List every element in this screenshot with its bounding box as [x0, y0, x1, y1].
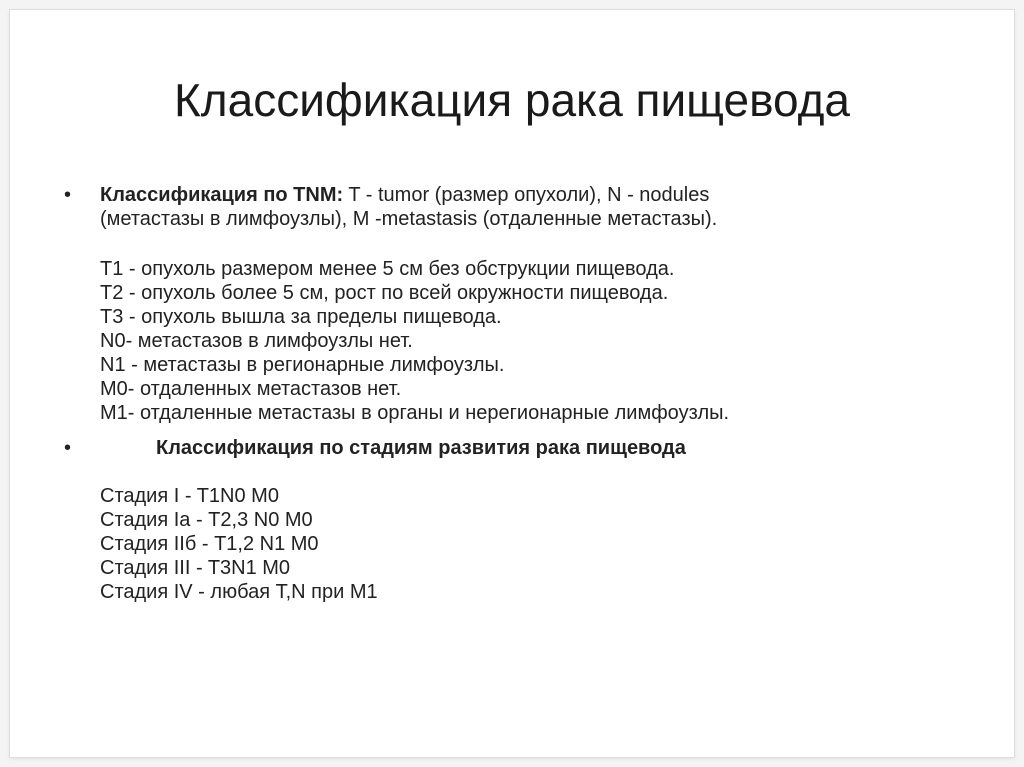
slide-title: Классификация рака пищевода	[173, 74, 850, 126]
tnm-item: N1 - метастазы в регионарные лимфоузлы.	[100, 354, 505, 376]
tnm-intro-line-1	[100, 183, 980, 207]
tnm-item: N0- метастазов в лимфоузлы нет.	[100, 330, 413, 352]
tnm-item: T2 - опухоль более 5 см, рост по всей окружности пищевода.	[100, 282, 669, 304]
stage-item: Стадия IIб - T1,2 N1 M0	[100, 533, 319, 555]
stages-heading: Классификация по стадиям развития рака пищевода	[156, 437, 686, 459]
stage-item: Стадия Iа - T2,3 N0 M0	[100, 509, 313, 531]
bullet-marker: •	[64, 437, 72, 459]
tnm-item: M0- отдаленных метастазов нет.	[100, 378, 402, 400]
bullet-marker: •	[64, 184, 72, 206]
tnm-intro-text-1: T - tumor (размер опухоли), N - nodules	[343, 184, 710, 206]
stage-item: Стадия I - T1N0 M0	[100, 485, 279, 507]
tnm-item-list	[100, 257, 980, 425]
tnm-heading: Классификация по TNM:	[100, 184, 344, 206]
stage-item-list	[100, 484, 980, 604]
tnm-intro-line-2: (метастазы в лимфоузлы), M -metastasis (отдаленные метастазы).	[100, 208, 718, 230]
tnm-intro	[100, 183, 980, 231]
tnm-item: T1 - опухоль размером менее 5 см без обструкции пищевода.	[100, 258, 675, 280]
stage-item: Стадия III - T3N1 M0	[100, 557, 291, 579]
stage-item: Стадия IV - любая T,N при M1	[100, 581, 378, 603]
tnm-item: T3 - опухоль вышла за пределы пищевода.	[100, 306, 502, 328]
tnm-item: M1- отдаленные метастазы в органы и нерегионарные лимфоузлы.	[100, 402, 730, 424]
